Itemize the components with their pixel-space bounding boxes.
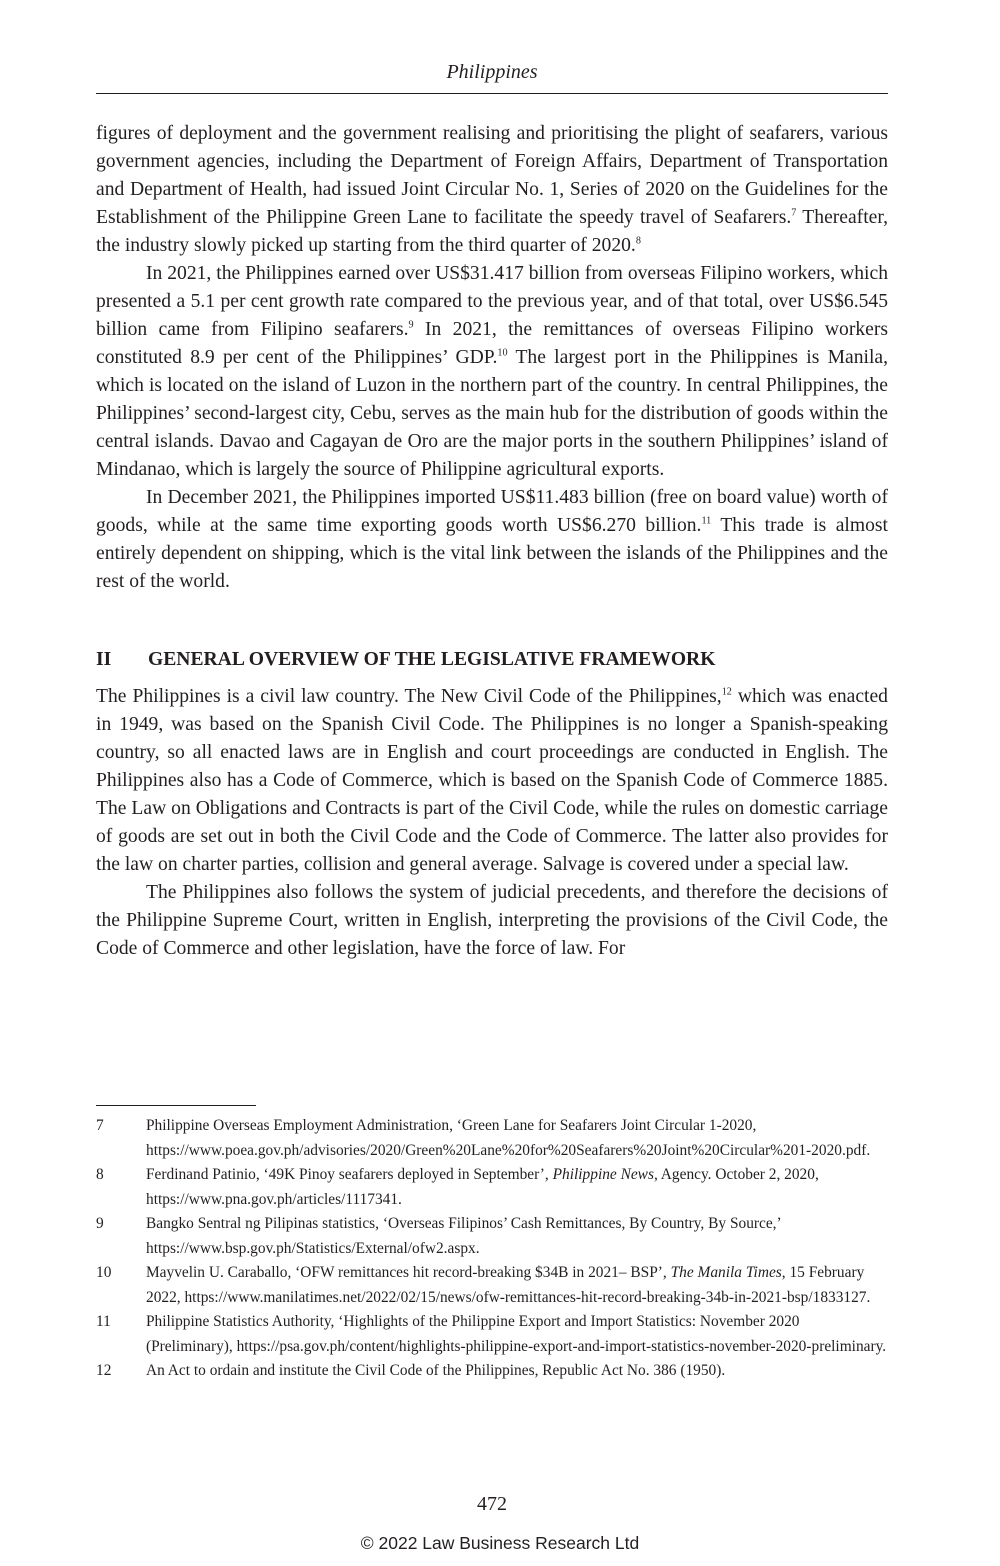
footnote-ref-10[interactable]: 10: [497, 347, 508, 359]
paragraph-4: [96, 683, 888, 879]
footnote-12: [96, 1359, 888, 1384]
footnote-7: [96, 1114, 888, 1163]
footnote-ref-9[interactable]: 9: [408, 319, 414, 331]
footnote-number: 8: [96, 1166, 104, 1183]
footnote-ref-12[interactable]: 12: [721, 686, 732, 698]
footnote-10: [96, 1261, 888, 1310]
footnote-number: 11: [96, 1313, 111, 1330]
running-head: Philippines: [446, 61, 538, 83]
footnote-text-part: Mayvelin U. Caraballo, ‘OFW remittances hit record-breaking $34B in 2021– BSP’,: [146, 1264, 671, 1281]
main-text: [96, 120, 888, 963]
footnote-text-part: , Agency. October 2, 2020, https://www.pna.gov.ph/articles/1117341.: [146, 1166, 819, 1208]
paragraph-text: which was enacted in 1949, was based on the Spanish Civil Code. The Philippines is no longer a Spanish-speaking country, so all enacted laws are in English and court proceedings are conducted in English. The Philippines also has a Code of Commerce, which is based on the Spanish Code of Commerce 1885. The Law on Obligations and Contracts is part of the Civil Code, while the rules on domestic carriage of goods are set out in both the Civil Code and the Code of Commerce. The latter also provides for the law on charter parties, collision and general average. Salvage is covered under a special law.: [96, 686, 888, 875]
footnote-number: 7: [96, 1117, 104, 1134]
footnote-text: Philippine Statistics Authority, ‘Highlights of the Philippine Export and Import Statistics: November 2020 (Preliminary), https://psa.gov.ph/content/highlights-philippine-export-and-import-statistics-november-2020-preliminary.: [146, 1313, 887, 1355]
footnote-text-part: Ferdinand Patinio, ‘49K Pinoy seafarers deployed in September’,: [146, 1166, 553, 1183]
footnote-text-part: , 15 February 2022, https://www.manilatimes.net/2022/02/15/news/ofw-remittances-hit-record-breaking-34b-in-2021-bsp/1833127.: [146, 1264, 871, 1306]
footnote-rule: [96, 1105, 256, 1106]
paragraph-text: The Philippines is a civil law country. The New Civil Code of the Philippines,: [96, 686, 722, 707]
footnote-italic: The Manila Times: [670, 1264, 782, 1281]
section-number: II: [96, 649, 112, 670]
paragraph-text: figures of deployment and the government realising and prioritising the plight of seafarers, various government agencies, including the Department of Foreign Affairs, Department of Transportation and Department of Health, had issued Joint Circular No. 1, Series of 2020 on the Guidelines for the Establishment of the Philippine Green Lane to facilitate the speedy travel of Seafarers.: [96, 123, 888, 228]
paragraph-text: Thereafter, the industry slowly picked up starting from the third quarter of 2020.: [96, 207, 888, 256]
paragraph-2: [96, 260, 888, 484]
paragraph-text: In 2021, the remittances of overseas Filipino workers constituted 8.9 per cent of the Philippines’ GDP.: [96, 319, 889, 368]
footnote-ref-11[interactable]: 11: [701, 515, 712, 527]
paragraph-1: [96, 120, 888, 260]
footnote-ref-8[interactable]: 8: [635, 235, 641, 247]
footnote-ref-7[interactable]: 7: [791, 207, 797, 219]
paragraph-text: In December 2021, the Philippines imported US$11.483 billion (free on board value) worth of goods, while at the same time exporting goods worth US$6.270 billion.: [96, 487, 888, 536]
copyright-notice: © 2022 Law Business Research Ltd: [360, 1533, 640, 1553]
footnote-text: Philippine Overseas Employment Administration, ‘Green Lane for Seafarers Joint Circular 1-2020, https://www.poea.gov.ph/advisories/2020/Green%20Lane%20for%20Seafarers%20Joint%20Circular%201-2020.pdf.: [146, 1117, 871, 1159]
footnote-text: An Act to ordain and institute the Civil Code of the Philippines, Republic Act No. 386 (1950).: [146, 1362, 726, 1379]
footnote-italic: Philippine News: [552, 1166, 654, 1183]
footnote-9: [96, 1212, 888, 1261]
paragraph-text: In 2021, the Philippines earned over US$31.417 billion from overseas Filipino workers, which presented a 5.1 per cent growth rate compared to the previous year, and of that total, over US$6.545 billion came from Filipino seafarers.: [96, 263, 888, 340]
footnote-text: [146, 1261, 888, 1310]
footnote-text: [146, 1163, 888, 1212]
header-rule: [96, 93, 888, 94]
footnote-11: [96, 1310, 888, 1359]
footnote-text: Bangko Sentral ng Pilipinas statistics, ‘Overseas Filipinos’ Cash Remittances, By Country, By Source,’ https://www.bsp.gov.ph/Statistics/External/ofw2.aspx.: [146, 1215, 781, 1257]
paragraph-3: [96, 484, 888, 596]
page-number: 472: [477, 1493, 507, 1515]
footnote-8: [96, 1163, 888, 1212]
footnote-number: 10: [96, 1264, 112, 1281]
footnote-number: 12: [96, 1362, 112, 1379]
paragraph-text: The largest port in the Philippines is Manila, which is located on the island of Luzon in the northern part of the country. In central Philippines, the Philippines’ second-largest city, Cebu, serves as the main hub for the distribution of goods within the central islands. Davao and Cagayan de Oro are the major ports in the southern Philippines’ island of Mindanao, which is largely the source of Philippine agricultural exports.: [96, 347, 888, 480]
paragraph-text: This trade is almost entirely dependent on shipping, which is the vital link between the islands of the Philippines and the rest of the world.: [96, 515, 888, 592]
footnotes: [96, 1114, 888, 1384]
section-title: GENERAL OVERVIEW OF THE LEGISLATIVE FRAMEWORK: [148, 649, 716, 670]
section-heading: [96, 646, 888, 674]
footnote-number: 9: [96, 1215, 104, 1232]
paragraph-5: The Philippines also follows the system of judicial precedents, and therefore the decisions of the Philippine Supreme Court, written in English, interpreting the provisions of the Civil Code, the Code of Commerce and other legislation, have the force of law. For: [96, 882, 888, 959]
